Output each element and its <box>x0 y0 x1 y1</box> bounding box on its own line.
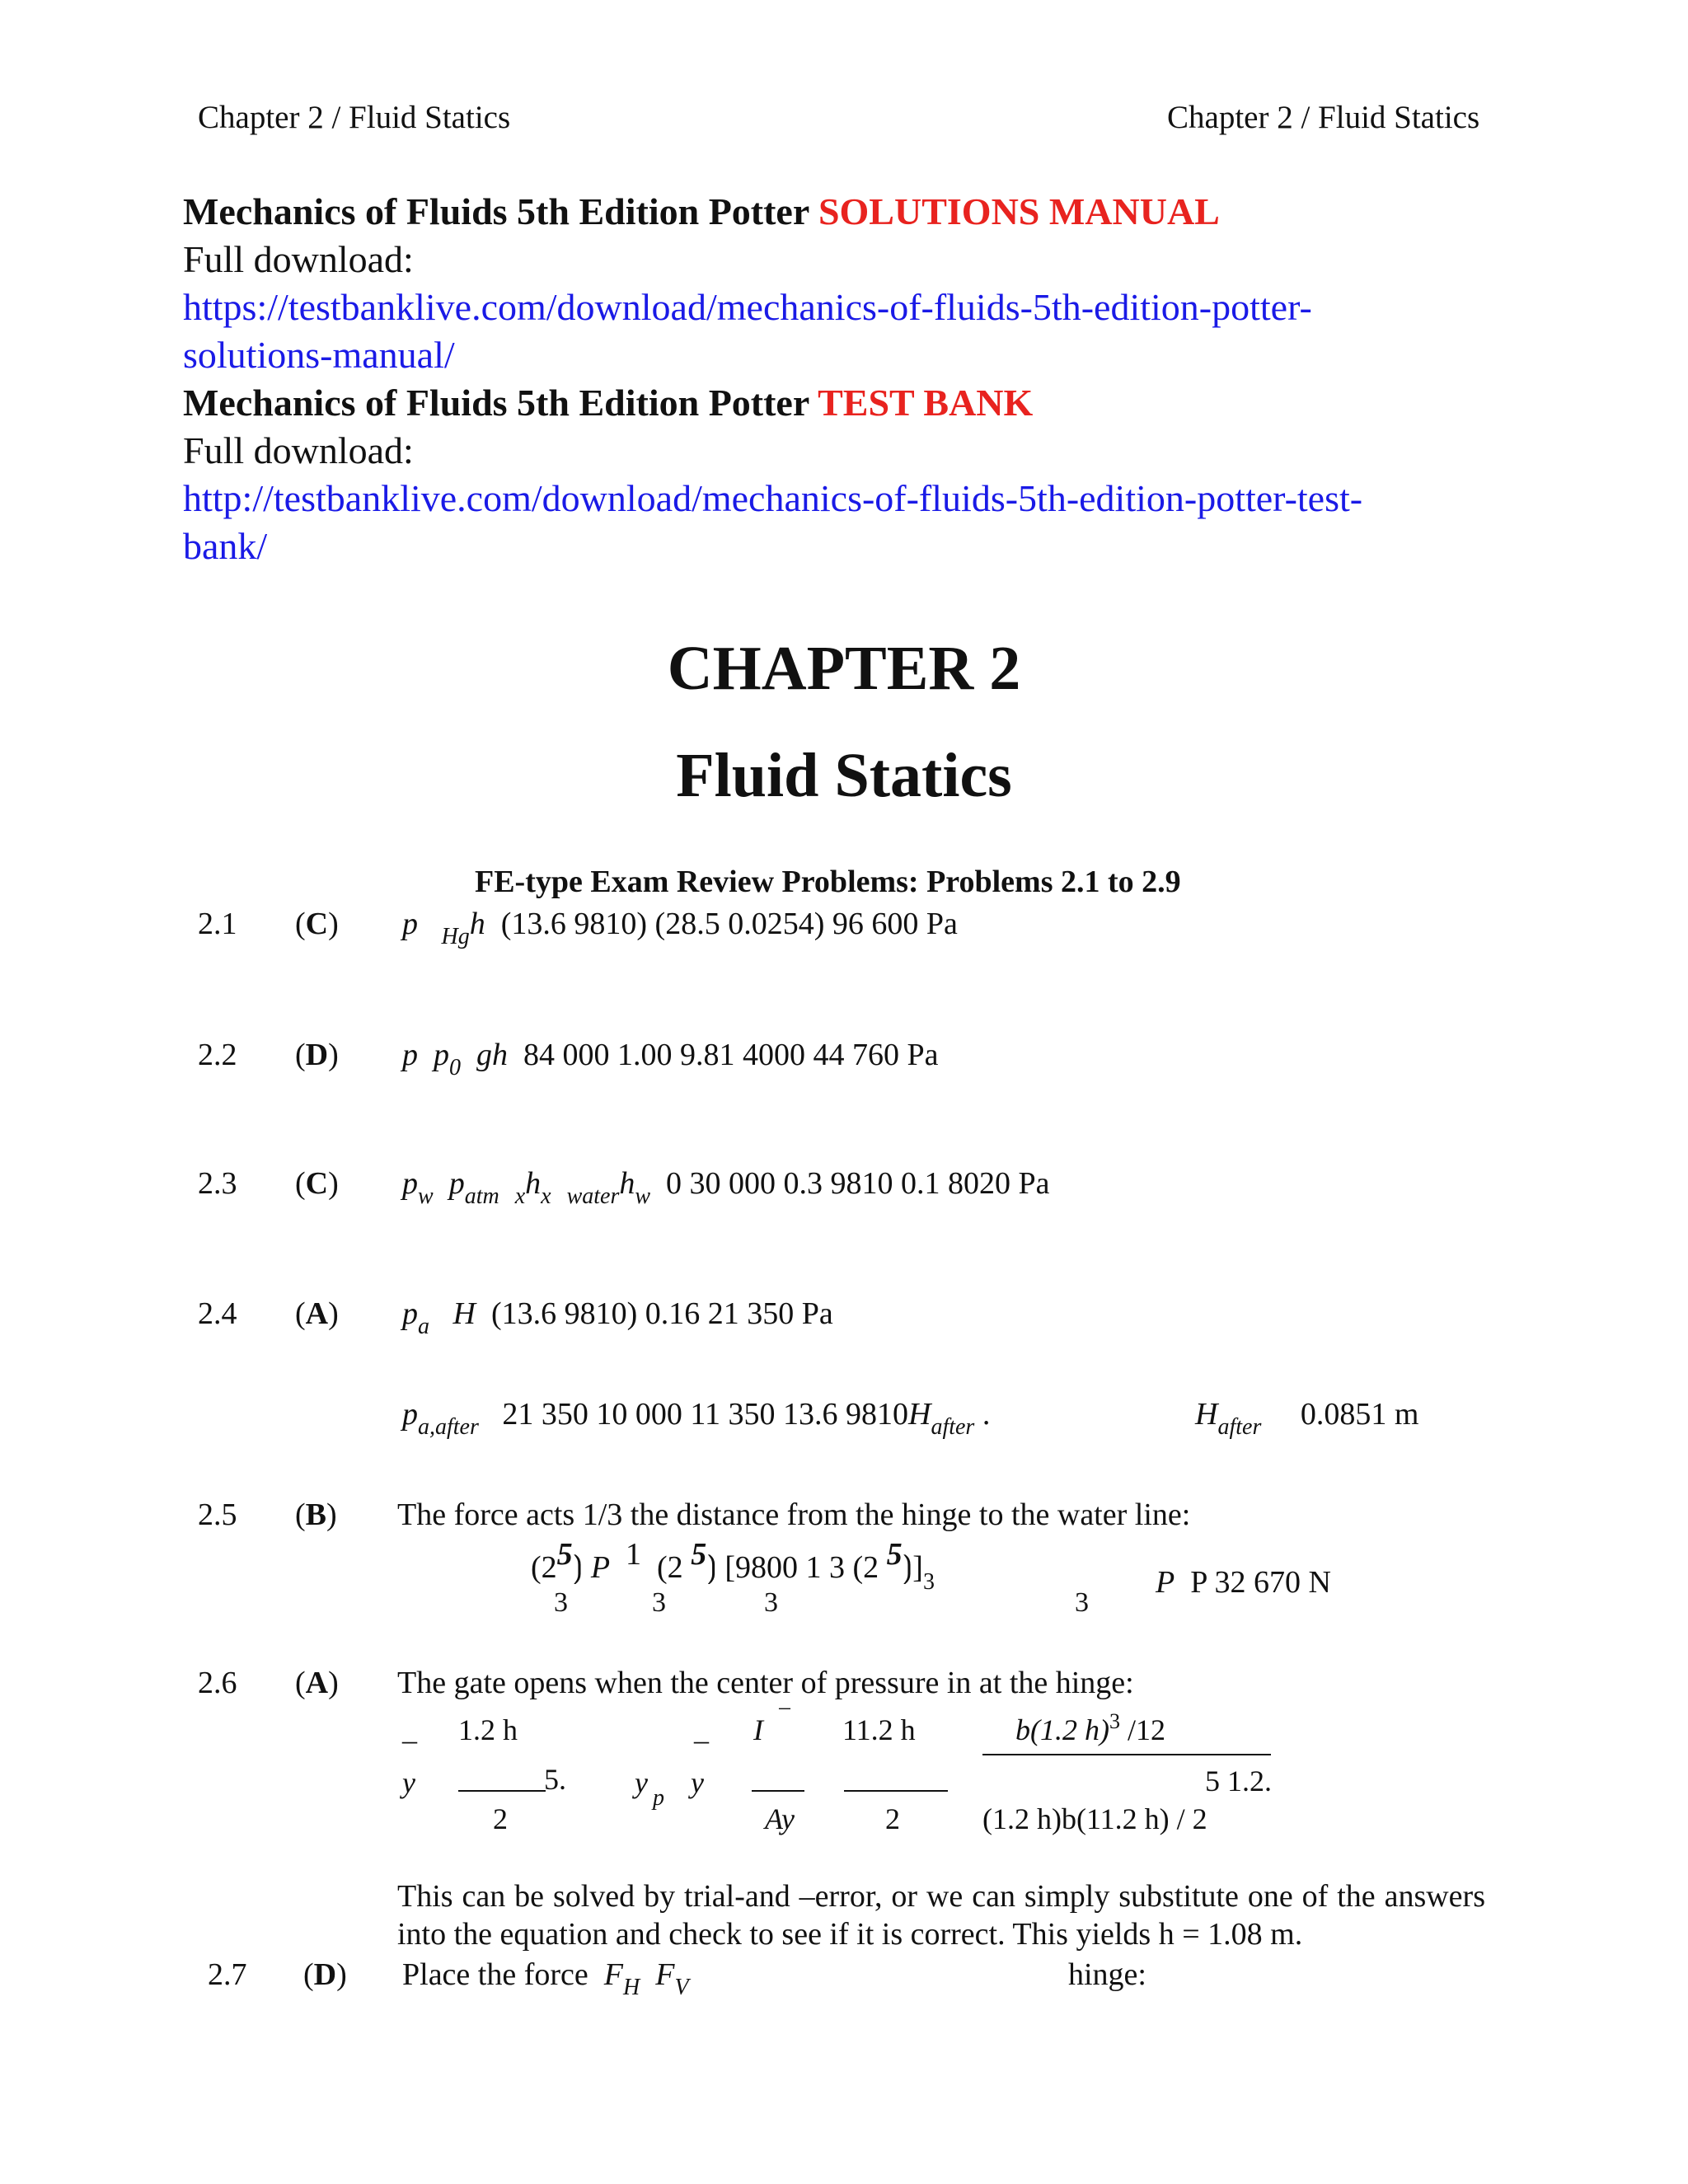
equation-2-5-denominator-last: 3 <box>1075 1587 1089 1618</box>
problem-number: 2.6 <box>198 1666 237 1700</box>
chapter-title: Fluid Statics <box>676 741 1012 810</box>
problem-answer: (D) <box>295 1038 339 1072</box>
big-denominator: (1.2 h)b(11.2 h) / 2 <box>982 1802 1207 1835</box>
problem-number: 2.2 <box>198 1038 237 1072</box>
test-bank-tag: TEST BANK <box>818 382 1034 424</box>
chapter-number: CHAPTER 2 <box>667 634 1021 703</box>
equation-2-5-denominators: 3 3 3 <box>554 1587 778 1618</box>
moment-of-inertia: I <box>753 1713 763 1746</box>
problem-answer: (A) <box>295 1666 339 1700</box>
big-numerator: b(1.2 h)$^3$ /12 <box>1015 1709 1165 1746</box>
bar-y2: _ <box>694 1713 709 1746</box>
section-heading: FE-type Exam Review Problems: Problems 2.1 to 2.9 <box>475 865 1181 899</box>
solutions-manual-title: Mechanics of Fluids 5th Edition Potter SOLUTIONS MANUAL <box>183 190 1220 232</box>
five-one-two: 5 1.2. <box>1205 1765 1272 1797</box>
problem-2-6-text: The gate opens when the center of pressure in at the hinge: <box>397 1666 1134 1700</box>
ybar-fraction-line <box>458 1790 546 1792</box>
ybar-symbol: y <box>402 1766 415 1799</box>
promo-block <box>183 188 1362 570</box>
problem-number: 2.1 <box>198 907 237 941</box>
area-y: Ay <box>765 1802 795 1835</box>
denominator-2: 2 <box>885 1802 900 1835</box>
equation-2-4-result: $H_{after}$ 0.0851 m <box>1195 1397 1419 1440</box>
problem-2-7-hinge: hinge: <box>1068 1957 1146 1992</box>
problem-number: 2.3 <box>198 1166 237 1201</box>
problem-2-6-explanation: This can be solved by trial-and –error, or we can simply substitute one of the answers into the equation and check to see if it is correct. This yields h = 1.08 m. <box>397 1879 1485 1952</box>
ybar-denominator: 2 <box>493 1802 508 1835</box>
header-right: Chapter 2 / Fluid Statics <box>1167 100 1480 135</box>
equation-2-5: (25⟯ P 1 (2 5⟯ [9800 1 3 (2 $5⟯]_3$ <box>531 1537 935 1595</box>
test-bank-title: Mechanics of Fluids 5th Edition Potter TEST BANK <box>183 382 1034 424</box>
problem-number: 2.5 <box>198 1497 237 1532</box>
problem-number: 2.7 <box>208 1957 247 1992</box>
i-fraction-line <box>752 1790 804 1792</box>
problem-2-7-text: Place the force $F_H$ $F_V$ <box>402 1957 689 2000</box>
ibar: ‾ <box>780 1705 790 1738</box>
equation-2-2: p $p_0$ gh 84 000 1.00 9.81 4000 44 760 Pa <box>402 1038 939 1080</box>
test-bank-link[interactable]: http://testbanklive.com/download/mechanics-of-fluids-5th-edition-potter-test- bank/ <box>183 477 1363 567</box>
yp-y: y <box>691 1766 704 1799</box>
problem-answer: (D) <box>303 1957 347 1992</box>
equation-2-4b: $p_{a,after}$ 21 350 10 000 11 350 13.6 $9810H_{after}$ . <box>402 1397 991 1440</box>
solutions-manual-link[interactable]: https://testbanklive.com/download/mechanics-of-fluids-5th-edition-potter- solutions-manual/ <box>183 286 1312 376</box>
problem-answer: (C) <box>295 1166 339 1201</box>
problem-number: 2.4 <box>198 1296 237 1331</box>
ybar-numerator: 1.2 h <box>458 1713 518 1746</box>
problem-answer: (C) <box>295 907 339 941</box>
problem-answer: (B) <box>295 1497 337 1532</box>
problem-answer: (A) <box>295 1296 339 1331</box>
equation-2-4a: $p_a$ H (13.6 9810) 0.16 21 350 Pa <box>402 1296 833 1339</box>
solutions-manual-download-label: Full download: <box>183 238 414 280</box>
test-bank-download-label: Full download: <box>183 429 414 471</box>
big-fraction-line <box>982 1754 1271 1755</box>
yp-sub: p <box>653 1785 664 1811</box>
equation-2-1: p $_{Hg}$h (13.6 9810) (28.5 0.0254) 96 600 Pa <box>402 907 958 949</box>
equation-2-5-result: P P 32 670 N <box>1156 1565 1331 1600</box>
bar-y: _ <box>402 1713 417 1746</box>
numerator-11: 11.2 h <box>842 1713 916 1746</box>
problem-2-5-text: The force acts 1/3 the distance from the hinge to the water line: <box>397 1497 1191 1532</box>
equation-2-3: $p_w$ $p_{atm}$ $_xh_x$ $_{water}h_w$ 0 30 000 0.3 9810 0.1 8020 Pa <box>402 1166 1050 1209</box>
header-left: Chapter 2 / Fluid Statics <box>198 100 511 135</box>
yp-symbol: y <box>635 1766 648 1799</box>
ybar-five: 5. <box>544 1763 566 1796</box>
numerator-11-line <box>844 1790 948 1792</box>
solutions-manual-tag: SOLUTIONS MANUAL <box>818 190 1220 232</box>
